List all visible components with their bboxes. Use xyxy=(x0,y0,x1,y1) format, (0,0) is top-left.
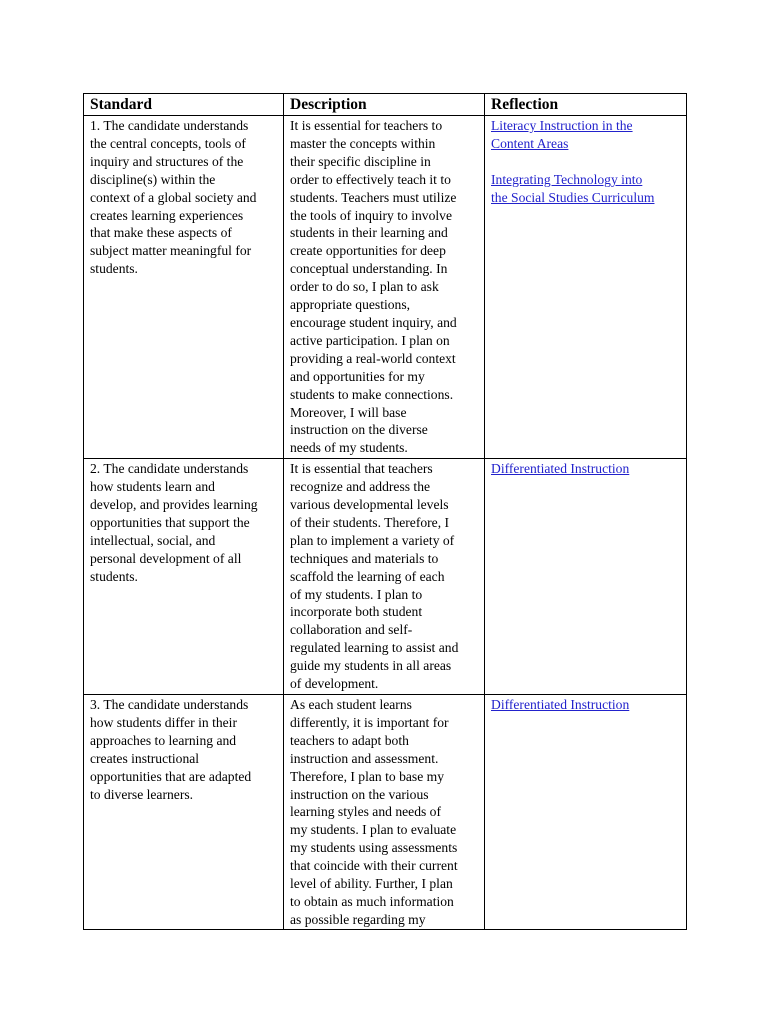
description-text: It is essential that teachers recognize and address the various developmental levels of their students. Therefore, I plan to implement a variety of techniques and materials to scaffold the learning of each of my students. I plan to incorporate both student collaboration and self- regulated learning to assist and guide my students in all areas of development. xyxy=(290,461,459,692)
standard-cell xyxy=(84,459,284,695)
reflection-cell xyxy=(485,459,687,695)
reflection-link-integrating-technology[interactable]: Integrating Technology into the Social Studies Curriculum xyxy=(491,171,655,205)
table-header-row xyxy=(84,94,687,116)
description-text: It is essential for teachers to master the concepts within their specific discipline in order to effectively teach it to students. Teachers must utilize the tools of inquiry to involve students in their learning and create opportunities for deep conceptual understanding. In order to do so, I plan to ask appropriate questions, encourage student inquiry, and active participation. I plan on providing a real-world context and opportunities for my students to make connections. Moreover, I will base instruction on the diverse needs of my students. xyxy=(290,118,457,456)
description-cell xyxy=(284,459,485,695)
reflection-link-literacy-instruction[interactable]: Literacy Instruction in the Content Areas xyxy=(491,118,633,151)
reflection-link-differentiated-instruction[interactable]: Differentiated Instruction xyxy=(491,697,630,712)
reflection-cell xyxy=(485,695,687,930)
table-row xyxy=(84,695,687,930)
description-cell xyxy=(284,695,485,930)
standard-text: 1. The candidate understands the central concepts, tools of inquiry and structures of the discipline(s) within the context of a global society and creates learning experiences that make these aspects of subject matter meaningful for students. xyxy=(90,118,257,277)
description-cell xyxy=(284,116,485,459)
table-row xyxy=(84,116,687,459)
reflection-cell xyxy=(485,116,687,459)
description-text: As each student learns differently, it is important for teachers to adapt both instruction and assessment. Therefore, I plan to base my instruction on the various learning styles and needs of my students. I plan to evaluate my students using assessments that coincide with their current level of ability. Further, I plan to obtain as much information as possible regarding my xyxy=(290,697,458,927)
header-reflection: Reflection xyxy=(485,94,687,116)
table-row xyxy=(84,459,687,695)
standards-table xyxy=(83,93,687,930)
standard-cell xyxy=(84,695,284,930)
standard-text: 2. The candidate understands how students learn and develop, and provides learning opportunities that support the intellectual, social, and personal development of all students. xyxy=(90,461,258,584)
header-description: Description xyxy=(284,94,485,116)
standard-text: 3. The candidate understands how students differ in their approaches to learning and creates instructional opportunities that are adapted to diverse learners. xyxy=(90,697,252,802)
reflection-link-differentiated-instruction[interactable]: Differentiated Instruction xyxy=(491,461,630,477)
header-standard: Standard xyxy=(84,94,284,116)
standard-cell xyxy=(84,116,284,459)
